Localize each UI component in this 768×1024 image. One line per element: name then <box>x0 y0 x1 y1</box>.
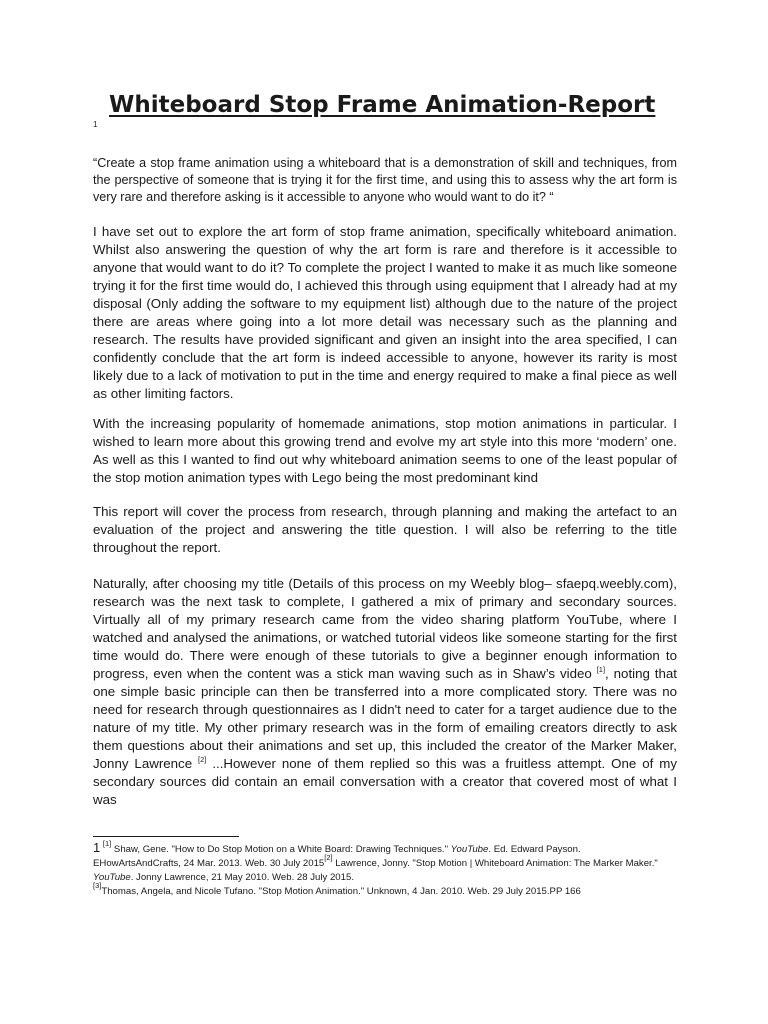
footnote-1-marker: [1] <box>102 839 112 848</box>
footnote-1-text: Shaw, Gene. "How to Do Stop Motion on a White Board: Drawing Techniques." <box>111 844 451 855</box>
footnote-1-publisher: EHowArtsAndCrafts, 24 Mar. 2013. Web. 30 July 2015 <box>93 858 325 869</box>
footnote-1-2 <box>93 853 677 885</box>
paragraph-background: With the increasing popularity of homemade animations, stop motion animations in particular. I wished to learn more about this growing trend and evolve my art style into this more ‘modern’ one. As well as this I wanted to find out why whiteboard animation seems to one of the least popular of the stop motion animation types with Lego being the most predominant kind <box>93 416 677 485</box>
research-text-part1: Naturally, after choosing my title (Details of this process on my Weebly blog– sfaepq.weebly.com), research was the next task to complete, I gathered a mix of primary and secondary sources. Virtually all of my primary research came from the video sharing platform YouTube, where I watched and analysed the animations, or watched tutorial videos like someone starting for the first time would do. There were enough of these tutorials to give a beginner enough information to progress, even when the content was a stick man waving such as in Shaw’s video <box>93 576 677 681</box>
page-title: Whiteboard Stop Frame Animation-Report <box>109 92 656 118</box>
document-page <box>93 0 677 1024</box>
footnote-2-text: Lawrence, Jonny. "Stop Motion | Whiteboard Animation: The Marker Maker." <box>332 858 658 869</box>
footnote-1-source: YouTube <box>450 844 489 855</box>
research-text-part2: , noting that one simple basic principle can then be transferred into a more complicated story. There was no need for research through questionnaires as I didn't need to cater for a target audience due to the nature of my title. My other primary research was in the form of emailing creators directly to ask them questions about their animations and set up, this included the creator of the Marker Maker, Jonny Lawrence <box>93 666 677 771</box>
footnote-3 <box>93 881 677 899</box>
project-question-quote: “Create a stop frame animation using a whiteboard that is a demonstration of skill and techniques, from the perspective of someone that is trying it for the first time, and using this to assess why the art form is very rare and therefore asking is it accessible to anyone who would want to do it? “ <box>93 156 677 204</box>
paragraph-report-scope: This report will cover the process from research, through planning and making the artefact to an evaluation of the project and answering the title question. I will also be referring to the title throughout the report. <box>93 504 677 555</box>
footnote-2-details: . Jonny Lawrence, 21 May 2010. Web. 28 July 2015. <box>130 872 354 883</box>
footnote-2-marker: [2] <box>324 853 333 862</box>
research-text-part3: ...However none of them replied so this was a fruitless attempt. One of my secondary sources did contain an email conversation with a creator that covered most of what I was <box>93 756 677 807</box>
footnote-3-marker: [3] <box>93 881 102 890</box>
footnote-divider <box>93 836 239 837</box>
footnote-1 <box>93 841 677 857</box>
title-footnote-mark: 1 <box>93 120 98 129</box>
footnote-reference-2[interactable]: [2] <box>198 755 207 764</box>
footnote-2-source: YouTube <box>93 872 131 883</box>
footnote-reference-1[interactable]: [1] <box>596 665 606 674</box>
footnotes <box>93 841 677 899</box>
paragraph-research <box>93 575 677 809</box>
paragraph-introduction: I have set out to explore the art form of stop frame animation, specifically whiteboard animation. Whilst also answering the question of why the art form is rare and therefore is it accessible to anyone that would want to do it? To complete the project I wanted to make it as much like someone trying it for the first time would do, I achieved this through using equipment that I already had at my disposal (Only adding the software to my equipment list) although due to the nature of the project there are areas where going into a lot more detail was necessary such as the planning and research. The results have provided significant and given an insight into the area specified, I can confidently conclude that the art form is indeed accessible to anyone, however its rarity is most likely due to a lack of motivation to put in the time and energy required to make a final piece as well as other limiting factors. <box>93 224 677 401</box>
footnote-number: 1 <box>93 840 101 855</box>
footnote-1-editor: . Ed. Edward Payson. <box>488 844 581 855</box>
footnote-3-text: Thomas, Angela, and Nicole Tufano. "Stop Motion Animation." Unknown, 4 Jan. 2010. Web. 29 July 2015.PP 166 <box>101 886 581 897</box>
